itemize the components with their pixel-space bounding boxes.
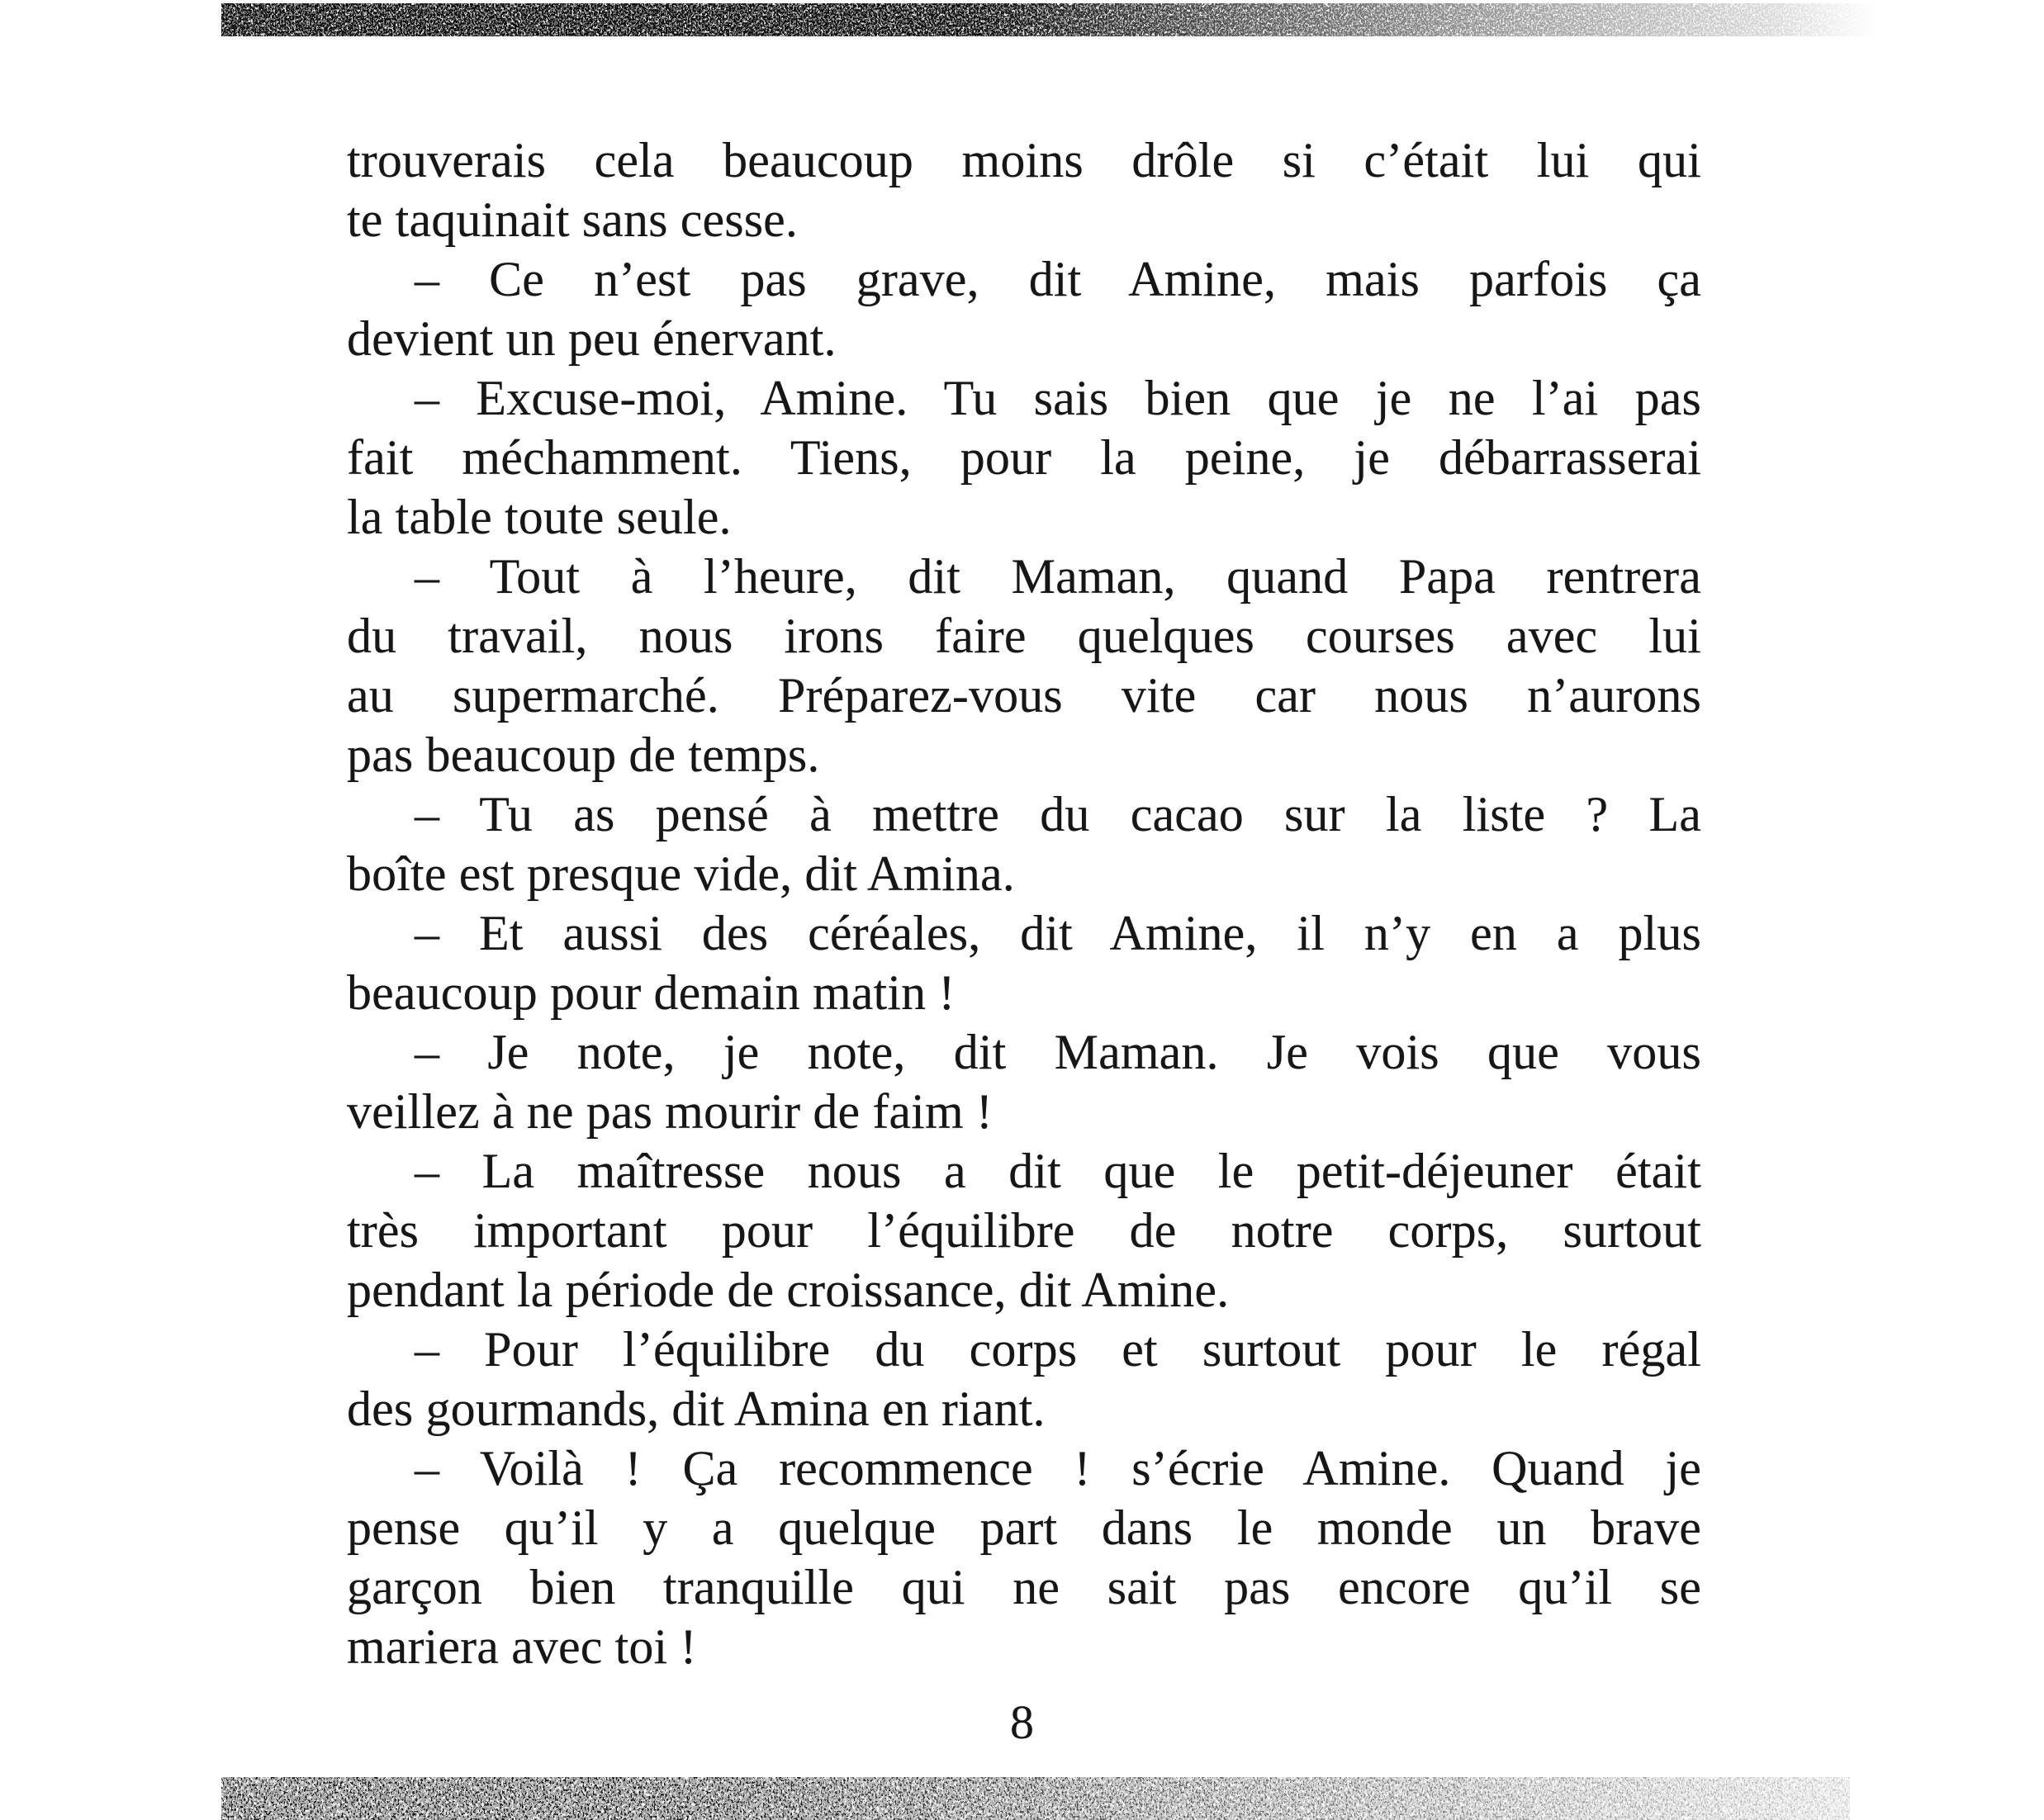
- text-line: garçon bien tranquille qui ne sait pas encore qu’il se: [347, 1560, 1701, 1614]
- text-line: la table toute seule.: [347, 490, 732, 544]
- text-line: – Ce n’est pas grave, dit Amine, mais parfois ça: [415, 252, 1701, 306]
- text-line: au supermarché. Préparez-vous vite car nous n’aurons: [347, 668, 1701, 723]
- page-text-block: [347, 130, 1701, 1676]
- page-number: 8: [1010, 1695, 1034, 1749]
- text-line: mariera avec toi !: [347, 1619, 697, 1674]
- scan-noise-top-fade: [221, 3, 1876, 36]
- text-line: – Pour l’équilibre du corps et surtout pour le régal: [415, 1322, 1701, 1377]
- text-line: devient un peu énervant.: [347, 311, 837, 366]
- text-line: te taquinait sans cesse.: [347, 192, 799, 247]
- text-line: trouverais cela beaucoup moins drôle si c’était lui qui: [347, 133, 1701, 187]
- text-line: – Excuse-moi, Amine. Tu sais bien que je ne l’ai pas: [415, 371, 1701, 425]
- text-line: pendant la période de croissance, dit Amine.: [347, 1263, 1230, 1317]
- text-line: pense qu’il y a quelque part dans le monde un brave: [347, 1500, 1701, 1555]
- scan-noise-bottom-fade: [221, 1777, 1850, 1820]
- text-line: – Je note, je note, dit Maman. Je vois que vous: [415, 1025, 1701, 1079]
- text-line: – La maîtresse nous a dit que le petit-déjeuner était: [415, 1144, 1701, 1198]
- text-line: fait méchamment. Tiens, pour la peine, je débarrasserai: [347, 430, 1701, 485]
- text-line: des gourmands, dit Amina en riant.: [347, 1382, 1046, 1436]
- scan-noise-top-band: [221, 3, 1876, 36]
- text-line: – Tu as pensé à mettre du cacao sur la liste ? La: [415, 787, 1701, 841]
- text-line: – Tout à l’heure, dit Maman, quand Papa rentrera: [415, 549, 1701, 604]
- text-line: beaucoup pour demain matin !: [347, 965, 956, 1020]
- text-line: boîte est presque vide, dit Amina.: [347, 846, 1015, 901]
- text-line: pas beaucoup de temps.: [347, 728, 820, 782]
- text-line: – Voilà ! Ça recommence ! s’écrie Amine. Quand je: [415, 1441, 1701, 1495]
- text-line: veillez à ne pas mourir de faim !: [347, 1084, 993, 1139]
- scan-noise-bottom-band: [221, 1777, 1850, 1820]
- text-line: – Et aussi des céréales, dit Amine, il n’y en a plus: [415, 906, 1701, 960]
- text-line: du travail, nous irons faire quelques courses avec lui: [347, 609, 1701, 663]
- text-line: très important pour l’équilibre de notre corps, surtout: [347, 1203, 1701, 1258]
